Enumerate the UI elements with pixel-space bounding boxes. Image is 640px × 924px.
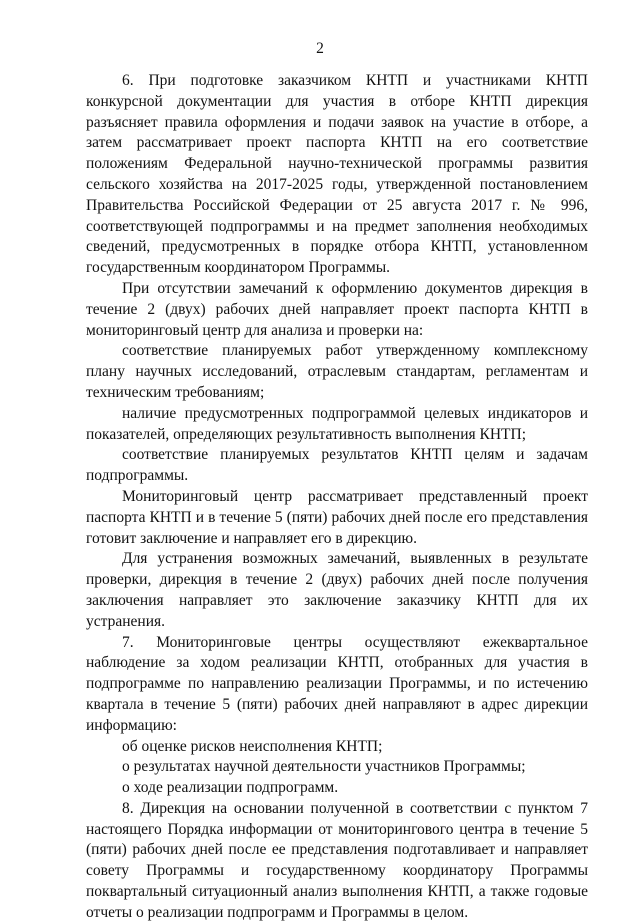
document-body [86,71,588,924]
paragraph-check-results: соответствие планируемых результатов КНТП целям и задачам подпрограммы. [86,446,588,485]
paragraph-risk-assessment: об оценке рисков неисполнения КНТП; [122,737,383,755]
paragraph-7-monitoring: 7. Мониторинговые центры осуществляют ежеквартальное наблюдение за ходом реализации КНТП, отобранных для участия в подпрограмме по направлению реализации Программы, и по истечению квартала в течение 5 (пяти) рабочих дней направляют в адрес дирекции информацию: [86,633,588,734]
paragraph-6-intro: 6. При подготовке заказчиком КНТП и участниками КНТП конкурсной документации для участия в отборе КНТП дирекция разъясняет правила оформления и подачи заявок на участие в отборе, а затем рассматривает проект паспорта КНТП на его соответствие положениям Федеральной научно-технической программы развития сельского хозяйства на 2017-2025 годы, утвержденной постановлением Правительства Российской Федерации от 25 августа 2017 г. № 996, соответствующей подпрограммы и на предмет заполнения необходимых сведений, предусмотренных в порядке отбора КНТП, установленном государственным координатором Программы. [86,72,588,277]
paragraph-8-directorate-analysis: 8. Дирекция на основании полученной в соответствии с пунктом 7 настоящего Порядка информации от мониторингового центра в течение 5 (пяти) рабочих дней после ее представления подготавливает и направляет совету Программы и государственному координатору Программы поквартальный ситуационный анализ выполнения КНТП, а также годовые отчеты о реализации подпрограмм и Программы в целом. [86,799,588,921]
paragraph-remarks-elimination: Для устранения возможных замечаний, выявленных в результате проверки, дирекция в течение 2 (двух) рабочих дней после получения заключения направляет это заключение заказчику КНТП для их устранения. [86,550,588,630]
paragraph-check-plan-compliance: соответствие планируемых работ утвержденному комплексному плану научных исследований, отраслевым стандартам, регламентам и техническим требованиям; [86,342,588,401]
paragraph-monitoring-center-review: Мониторинговый центр рассматривает представленный проект паспорта КНТП и в течение 5 (пяти) рабочих дней после его представления готовит заключение и направляет его в дирекцию. [86,487,588,547]
page-number: 2 [316,40,324,57]
paragraph-check-indicators: наличие предусмотренных подпрограммой целевых индикаторов и показателей, определяющих результативность выполнения КНТП; [86,404,588,443]
paragraph-scientific-results: о результатах научной деятельности участников Программы; [122,758,526,776]
paragraph-no-remarks: При отсутствии замечаний к оформлению документов дирекция в течение 2 (двух) рабочих дней направляет проект паспорта КНТП в мониторинговый центр для анализа и проверки на: [86,279,588,339]
paragraph-subprogram-progress: о ходе реализации подпрограмм. [122,779,339,797]
